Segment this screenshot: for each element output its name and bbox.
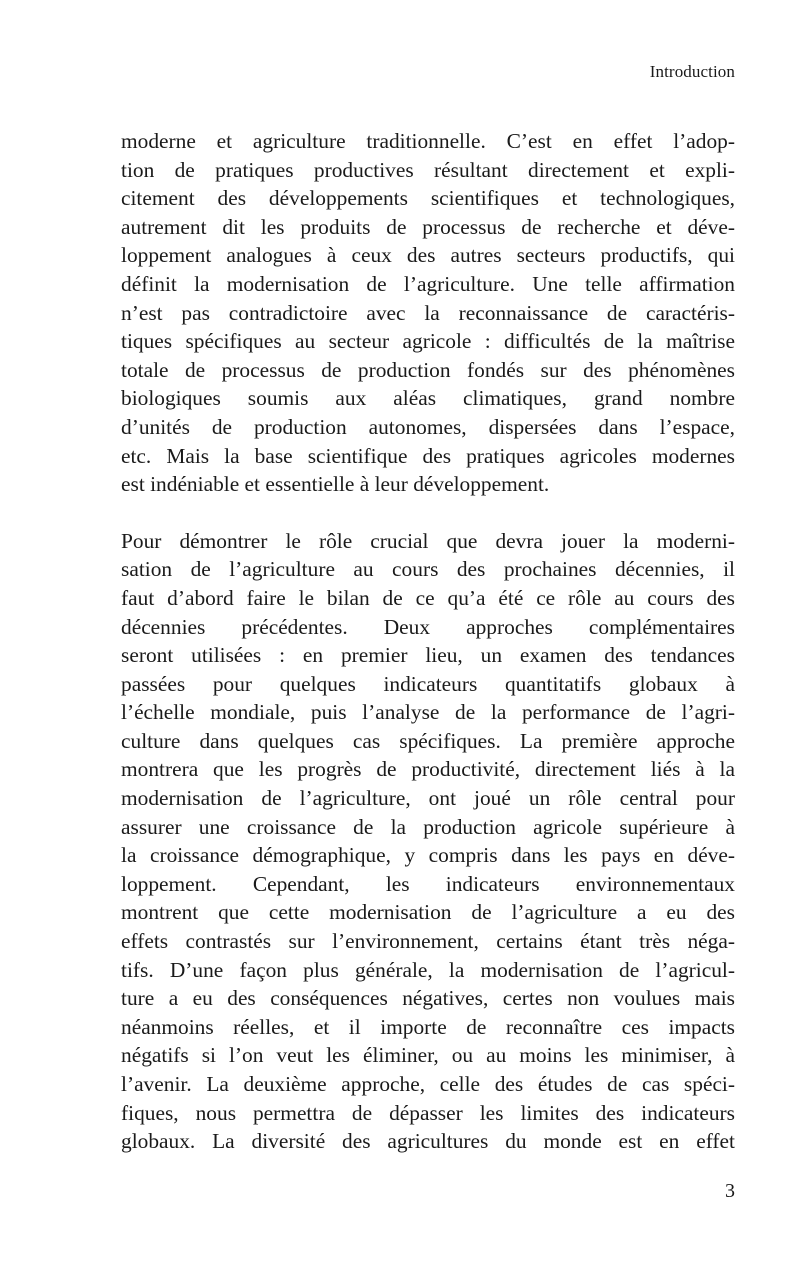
text-line: montrent que cette modernisation de l’agriculture a eu des [121,900,735,925]
text-line: est indéniable et essentielle à leur développement. [121,472,550,497]
text-line: citement des développements scientifiques et technologiques, [121,186,735,211]
text-line: ture a eu des conséquences négatives, certes non voulues mais [121,986,735,1011]
text-line: faut d’abord faire le bilan de ce qu’a été ce rôle au cours des [121,585,735,610]
text-line: totale de processus de production fondés sur des phénomènes [121,357,735,382]
paragraph-1 [121,127,735,499]
text-line: loppement analogues à ceux des autres secteurs productifs, qui [121,243,735,268]
running-head-title: Introduction [649,62,735,81]
text-line: etc. Mais la base scientifique des pratiques agricoles modernes [121,443,735,468]
text-line: n’est pas contradictoire avec la reconnaissance de caractéris- [121,300,735,325]
page-number: 3 [725,1180,735,1202]
text-line: assurer une croissance de la production agricole supérieure à [121,814,735,839]
text-line: sation de l’agriculture au cours des prochaines décennies, il [121,557,735,582]
text-line: montrera que les progrès de productivité, directement liés à la [121,757,735,782]
text-line: effets contrastés sur l’environnement, certains étant très néga- [121,929,735,954]
text-line: la croissance démographique, y compris dans les pays en déve- [121,843,735,868]
text-line: passées pour quelques indicateurs quantitatifs globaux à [121,671,735,696]
text-line: négatifs si l’on veut les éliminer, ou au moins les minimiser, à [121,1043,735,1068]
text-line: décennies précédentes. Deux approches complémentaires [121,614,735,639]
text-line: globaux. La diversité des agricultures du monde est en effet [121,1129,735,1154]
text-line: l’avenir. La deuxième approche, celle des études de cas spéci- [121,1072,735,1096]
paragraph-spacer [121,499,735,527]
text-line: autrement dit les produits de processus de recherche et déve- [121,214,735,239]
text-line: fiques, nous permettra de dépasser les limites des indicateurs [121,1100,735,1125]
text-line: l’échelle mondiale, puis l’analyse de la performance de l’agri- [121,700,735,725]
body-text [121,127,735,1156]
text-line: modernisation de l’agriculture, ont joué un rôle central pour [121,786,735,811]
paragraph-2 [121,527,735,1156]
text-line: culture dans quelques cas spécifiques. La première approche [121,728,735,753]
text-line: moderne et agriculture traditionnelle. C’est en effet l’adop- [121,129,735,153]
text-line: seront utilisées : en premier lieu, un examen des tendances [121,643,735,668]
text-line: tiques spécifiques au secteur agricole : difficultés de la maîtrise [121,329,735,354]
text-line: tifs. D’une façon plus générale, la modernisation de l’agricul- [121,957,735,982]
text-line: biologiques soumis aux aléas climatiques, grand nombre [121,386,735,411]
text-line: d’unités de production autonomes, dispersées dans l’espace, [121,414,735,439]
text-line: néanmoins réelles, et il importe de reconnaître ces impacts [121,1014,735,1039]
text-line: tion de pratiques productives résultant directement et expli- [121,157,735,182]
text-line: Pour démontrer le rôle crucial que devra jouer la moderni- [121,528,735,553]
text-line: loppement. Cependant, les indicateurs environnementaux [121,871,735,896]
text-line: définit la modernisation de l’agriculture. Une telle affirmation [121,271,735,296]
